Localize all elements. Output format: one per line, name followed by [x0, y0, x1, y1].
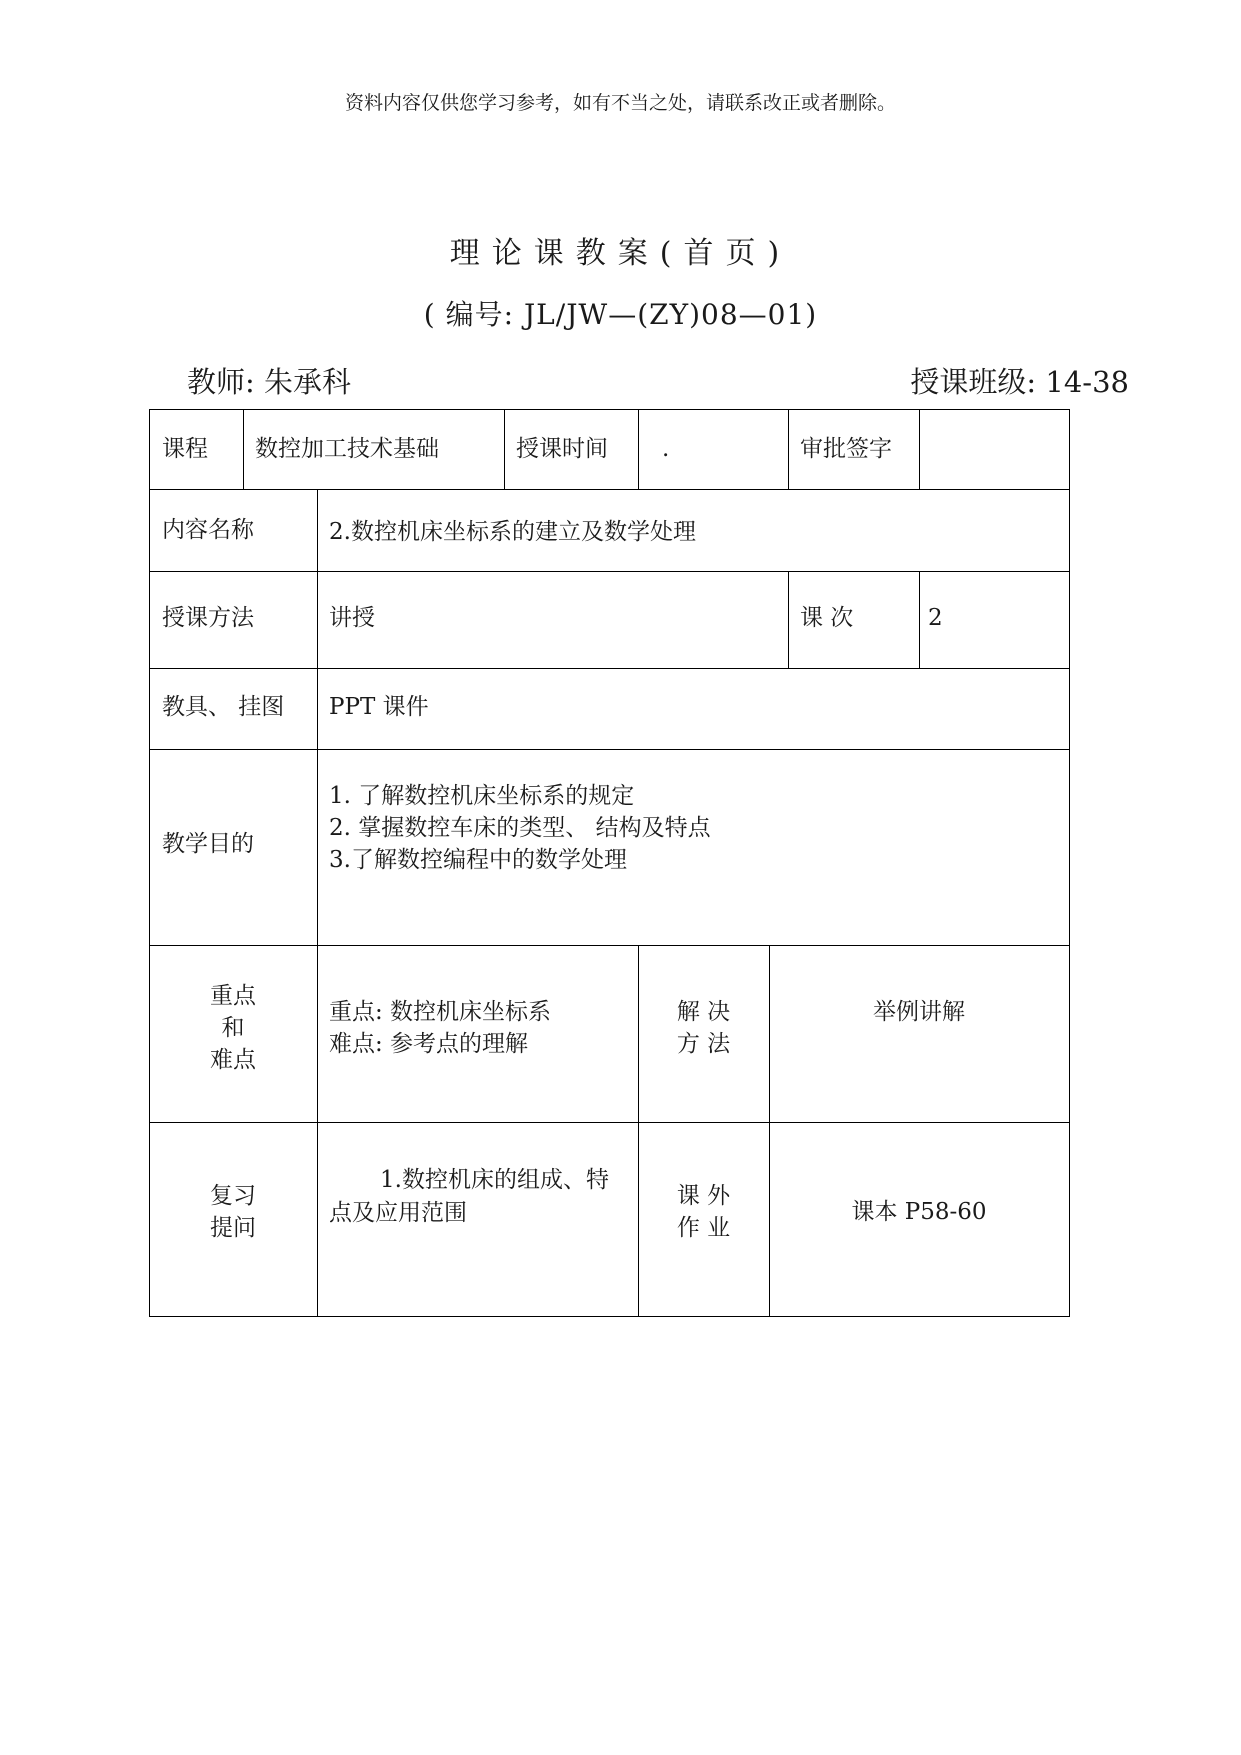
- table-border-bottom: [149, 1316, 1069, 1317]
- solve-label-line: 解 决: [676, 999, 731, 1025]
- document-title: 理论课教案(首页): [449, 236, 792, 271]
- review-value: 1.数控机床的组成、特点及应用范围: [329, 1167, 609, 1226]
- key-line: 难点: 参考点的理解: [329, 1031, 529, 1057]
- table-rule: [317, 489, 318, 1317]
- table-rule: [243, 409, 244, 489]
- class-field: 授课班级: 14-38: [910, 365, 1129, 399]
- homework-label-line: 作 业: [676, 1215, 731, 1241]
- table-rule: [149, 945, 1069, 946]
- approval-label: 审批签字: [800, 436, 892, 462]
- goal-item: 3.了解数控编程中的数学处理: [329, 847, 627, 873]
- solve-label-line: 方 法: [676, 1031, 731, 1057]
- aids-value: PPT 课件: [329, 694, 429, 720]
- goals-label: 教学目的: [162, 831, 254, 857]
- key-points-value: [329, 996, 551, 1060]
- key-label-line: 重点: [210, 983, 256, 1009]
- table-rule: [919, 571, 920, 668]
- table-border-right: [1069, 409, 1070, 1317]
- content-value: 2.数控机床坐标系的建立及数学处理: [329, 519, 696, 545]
- review-label: [149, 1180, 317, 1244]
- table-rule: [149, 571, 1069, 572]
- key-line: 重点: 数控机床坐标系: [329, 999, 552, 1025]
- table-rule: [919, 409, 920, 489]
- table-rule: [504, 409, 505, 489]
- homework-label-line: 课 外: [676, 1183, 731, 1209]
- goal-item: 2. 掌握数控车床的类型、 结构及特点: [329, 815, 711, 841]
- key-label-line: 和: [221, 1015, 245, 1041]
- review-label-line: 提问: [210, 1215, 256, 1241]
- course-label: 课程: [162, 436, 208, 462]
- table-rule: [149, 1122, 1069, 1123]
- goal-item: 1. 了解数控机床坐标系的规定: [329, 783, 635, 809]
- table-rule: [149, 749, 1069, 750]
- homework-label: [638, 1180, 769, 1244]
- method-label: 授课方法: [162, 605, 254, 631]
- table-rule: [638, 409, 639, 489]
- table-border-top: [149, 409, 1069, 410]
- disclaimer-text: 资料内容仅供您学习参考，如有不当之处，请联系改正或者删除。: [344, 92, 896, 114]
- key-points-label: [149, 980, 317, 1076]
- goals-list: [329, 780, 711, 876]
- teacher-field: 教师: 朱承科: [187, 365, 351, 399]
- time-label: 授课时间: [516, 436, 608, 462]
- document-code: ( 编号: JL/JW—(ZY)08—01): [423, 298, 818, 331]
- time-value: .: [662, 436, 670, 462]
- method-value: 讲授: [329, 605, 375, 631]
- table-rule: [149, 489, 1069, 490]
- review-label-line: 复习: [210, 1183, 256, 1209]
- table-rule: [149, 668, 1069, 669]
- homework-value: 课本 P58-60: [851, 1199, 987, 1225]
- session-value: 2: [928, 605, 943, 631]
- key-label-line: 难点: [210, 1047, 256, 1073]
- course-value: 数控加工技术基础: [255, 436, 439, 462]
- table-rule: [788, 409, 789, 489]
- solve-method-label: [638, 996, 769, 1060]
- content-label: 内容名称: [162, 517, 254, 543]
- aids-label: 教具、 挂图: [162, 694, 285, 720]
- session-label: 课 次: [800, 605, 854, 631]
- table-rule: [788, 571, 789, 668]
- solve-method-value: 举例讲解: [873, 999, 965, 1025]
